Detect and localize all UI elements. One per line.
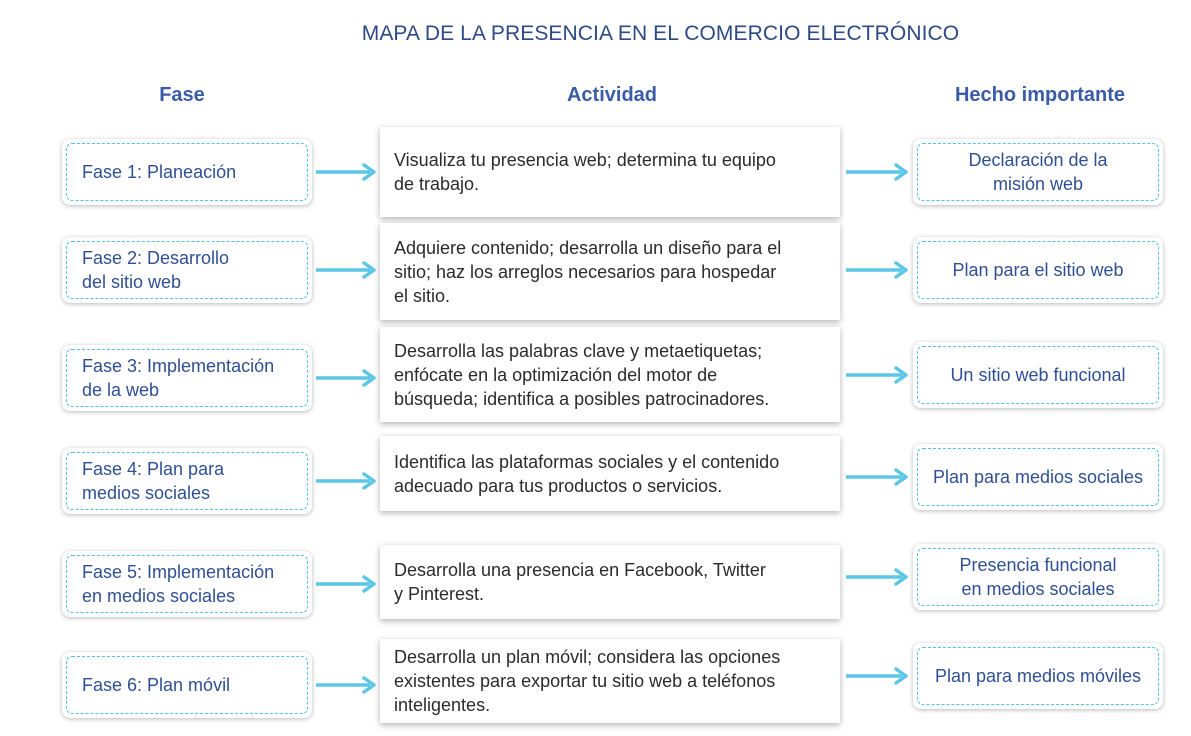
activity-line: inteligentes. (394, 695, 491, 715)
activity-line: existentes para exportar tu sitio web a teléfonos (394, 671, 776, 691)
phase-line: Fase 5: Implementación (82, 562, 275, 582)
activity-text (394, 236, 781, 308)
fact-box-border (917, 548, 1159, 606)
activity-box-5 (380, 545, 840, 619)
phase-box-border (66, 555, 308, 613)
activity-line: Desarrolla las palabras clave y metaetiquetas; (394, 340, 763, 361)
activity-text (394, 558, 766, 606)
phase-box-5 (62, 551, 312, 617)
phase-box-border (66, 143, 308, 201)
phase-text (82, 160, 236, 184)
column-header-phase: Fase (159, 84, 205, 106)
fact-box-2 (913, 237, 1163, 303)
fact-box-border (917, 241, 1159, 299)
phase-line: Fase 2: Desarrollo (82, 248, 230, 268)
activity-line: búsqueda; identifica a posibles patrocinadores. (394, 388, 770, 409)
activity-line: Desarrolla un plan móvil; considera las opciones (394, 647, 781, 667)
activity-text (394, 450, 779, 498)
activity-line: y Pinterest. (394, 584, 485, 604)
fact-line: Un sitio web funcional (950, 365, 1126, 385)
phase-box-border (66, 241, 308, 299)
fact-line: Declaración de la (968, 150, 1108, 170)
activity-box-6 (380, 639, 840, 723)
fact-line: Presencia funcional (959, 555, 1117, 575)
activity-line: sitio; haz los arreglos necesarios para hospedar (394, 261, 777, 282)
phase-line: Fase 4: Plan para (82, 459, 225, 479)
fact-text (933, 465, 1143, 489)
fact-text (968, 148, 1107, 196)
activity-line: el sitio. (394, 285, 451, 306)
activity-line: enfócate en la optimización del motor de (394, 364, 718, 385)
fact-box-border (917, 647, 1159, 705)
arrow-activity-to-fact-4 (846, 467, 910, 487)
phase-text (82, 673, 230, 697)
activity-line: Adquiere contenido; desarrolla un diseño para el (394, 237, 782, 258)
arrow-activity-to-fact-1 (846, 162, 910, 182)
phase-line: de la web (82, 380, 160, 400)
arrow-activity-to-fact-3 (846, 365, 910, 385)
phase-box-2 (62, 237, 312, 303)
phase-text (82, 457, 224, 505)
phase-box-4 (62, 448, 312, 514)
phase-line: Fase 6: Plan móvil (82, 675, 231, 695)
arrow-phase-to-activity-2 (316, 260, 378, 280)
arrow-activity-to-fact-6 (846, 666, 910, 686)
activity-box-4 (380, 436, 840, 511)
activity-line: Identifica las plataformas sociales y el contenido (394, 451, 780, 472)
fact-box-border (917, 143, 1159, 201)
phase-line: Fase 3: Implementación (82, 356, 275, 376)
fact-line: misión web (992, 174, 1084, 194)
arrow-phase-to-activity-3 (316, 368, 378, 388)
phase-box-3 (62, 345, 312, 411)
activity-text (394, 148, 776, 196)
fact-box-border (917, 346, 1159, 404)
fact-text (935, 664, 1141, 688)
arrow-activity-to-fact-5 (846, 567, 910, 587)
fact-text (950, 363, 1125, 387)
phase-line: Fase 1: Planeación (82, 162, 237, 182)
fact-box-4 (913, 444, 1163, 510)
activity-line: Desarrolla una presencia en Facebook, Twitter (394, 560, 766, 580)
phase-line: en medios sociales (82, 586, 236, 606)
phase-text (82, 354, 274, 402)
phase-box-1 (62, 139, 312, 205)
fact-text (959, 553, 1116, 601)
phase-text (82, 560, 274, 608)
activity-box-3 (380, 327, 840, 422)
arrow-phase-to-activity-5 (316, 574, 378, 594)
activity-box-2 (380, 223, 840, 320)
fact-line: en medios sociales (961, 579, 1115, 599)
phase-line: medios sociales (82, 483, 211, 503)
diagram-title: MAPA DE LA PRESENCIA EN EL COMERCIO ELECTRÓNICO (361, 22, 960, 45)
phase-box-border (66, 452, 308, 510)
activity-line: de trabajo. (394, 174, 480, 194)
fact-box-border (917, 448, 1159, 506)
fact-box-5 (913, 544, 1163, 610)
activity-line: Visualiza tu presencia web; determina tu equipo (394, 150, 776, 170)
activity-text (394, 339, 769, 411)
fact-line: Plan para el sitio web (952, 260, 1124, 280)
phase-box-border (66, 656, 308, 714)
column-header-fact: Hecho importante (954, 84, 1126, 106)
fact-text (952, 258, 1123, 282)
activity-box-1 (380, 127, 840, 217)
fact-line: Plan para medios móviles (934, 666, 1142, 686)
fact-box-1 (913, 139, 1163, 205)
phase-line: del sitio web (82, 272, 182, 292)
activity-line: adecuado para tus productos o servicios. (394, 475, 723, 496)
phase-text (82, 246, 229, 294)
column-header-activity: Actividad (566, 84, 658, 106)
fact-box-6 (913, 643, 1163, 709)
fact-box-3 (913, 342, 1163, 408)
arrow-activity-to-fact-2 (846, 260, 910, 280)
activity-text (394, 645, 780, 717)
arrow-phase-to-activity-4 (316, 471, 378, 491)
phase-box-border (66, 349, 308, 407)
fact-line: Plan para medios sociales (932, 467, 1144, 487)
arrow-phase-to-activity-6 (316, 675, 378, 695)
arrow-phase-to-activity-1 (316, 162, 378, 182)
phase-box-6 (62, 652, 312, 718)
